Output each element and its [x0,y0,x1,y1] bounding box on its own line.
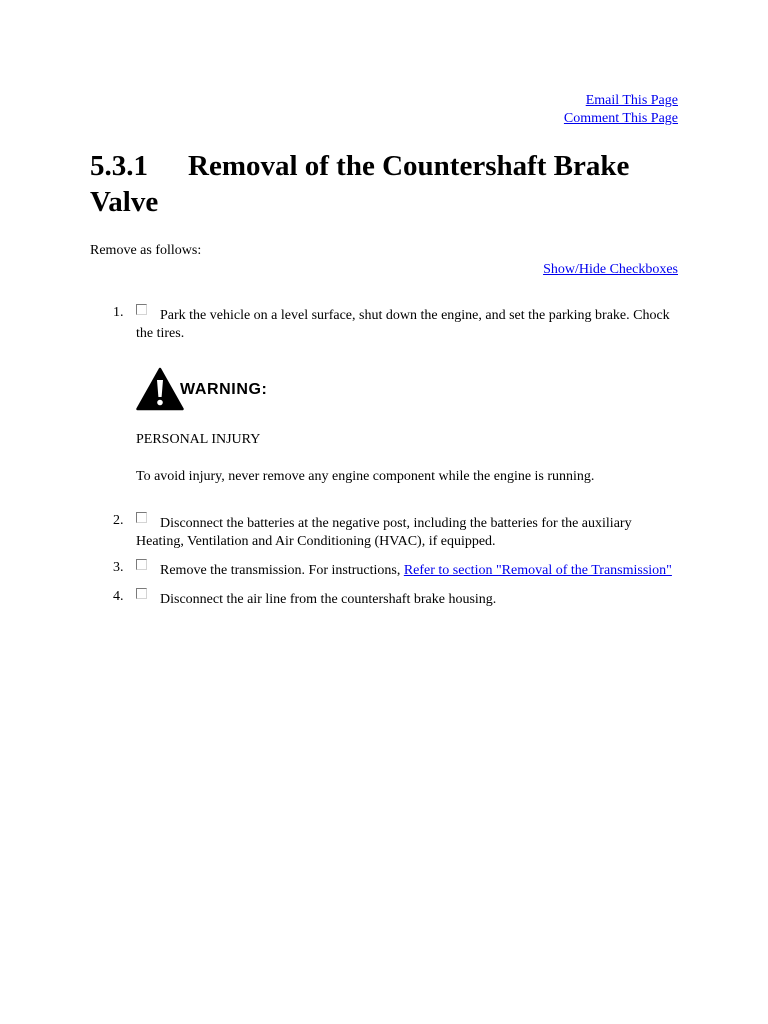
step-2 [90,512,678,551]
step-1 [90,304,678,343]
step-checkbox[interactable] [136,588,147,599]
warning-message: To avoid injury, never remove any engine component while the engine is running. [136,469,595,484]
section-number: 5.3.1 [90,150,148,182]
step-number: 2. [113,513,124,528]
step-number: 3. [113,560,124,575]
comment-page-link[interactable]: Comment This Page [563,111,678,126]
page-actions [90,92,678,128]
procedure-steps [90,304,678,343]
warning-block [90,366,678,486]
step-3 [90,559,678,580]
step-number: 1. [113,305,124,320]
email-page-link[interactable]: Email This Page [585,93,678,108]
warning-header [136,366,678,412]
step-text: Disconnect the batteries at the negative post, including the batteries for the auxiliary Heating, Ventilation and Air Conditioning (HVAC), if equipped. [136,516,632,549]
step-checkbox[interactable] [136,512,147,523]
step-4 [90,588,678,609]
warning-hazard: PERSONAL INJURY [136,432,261,447]
removal-of-transmission-link[interactable]: Refer to section "Removal of the Transmission" [403,563,672,578]
procedure-steps-continued [90,512,678,609]
warning-triangle-icon [136,367,184,411]
step-checkbox[interactable] [136,559,147,570]
step-text: Disconnect the air line from the countershaft brake housing. [160,592,497,607]
show-hide-checkboxes-link[interactable]: Show/Hide Checkboxes [543,262,678,277]
step-text: Remove the transmission. For instructions, [160,563,404,578]
document-page [90,92,678,609]
warning-label: WARNING: [180,380,268,398]
section-title: Removal of the Countershaft Brake Valve [90,150,630,218]
step-checkbox[interactable] [136,304,147,315]
toggle-row [90,261,678,279]
step-number: 4. [113,589,124,604]
intro-text: Remove as follows: [90,243,202,258]
step-text: Park the vehicle on a level surface, shut down the engine, and set the parking brake. Chock the tires. [136,308,670,341]
section-heading [90,148,678,220]
